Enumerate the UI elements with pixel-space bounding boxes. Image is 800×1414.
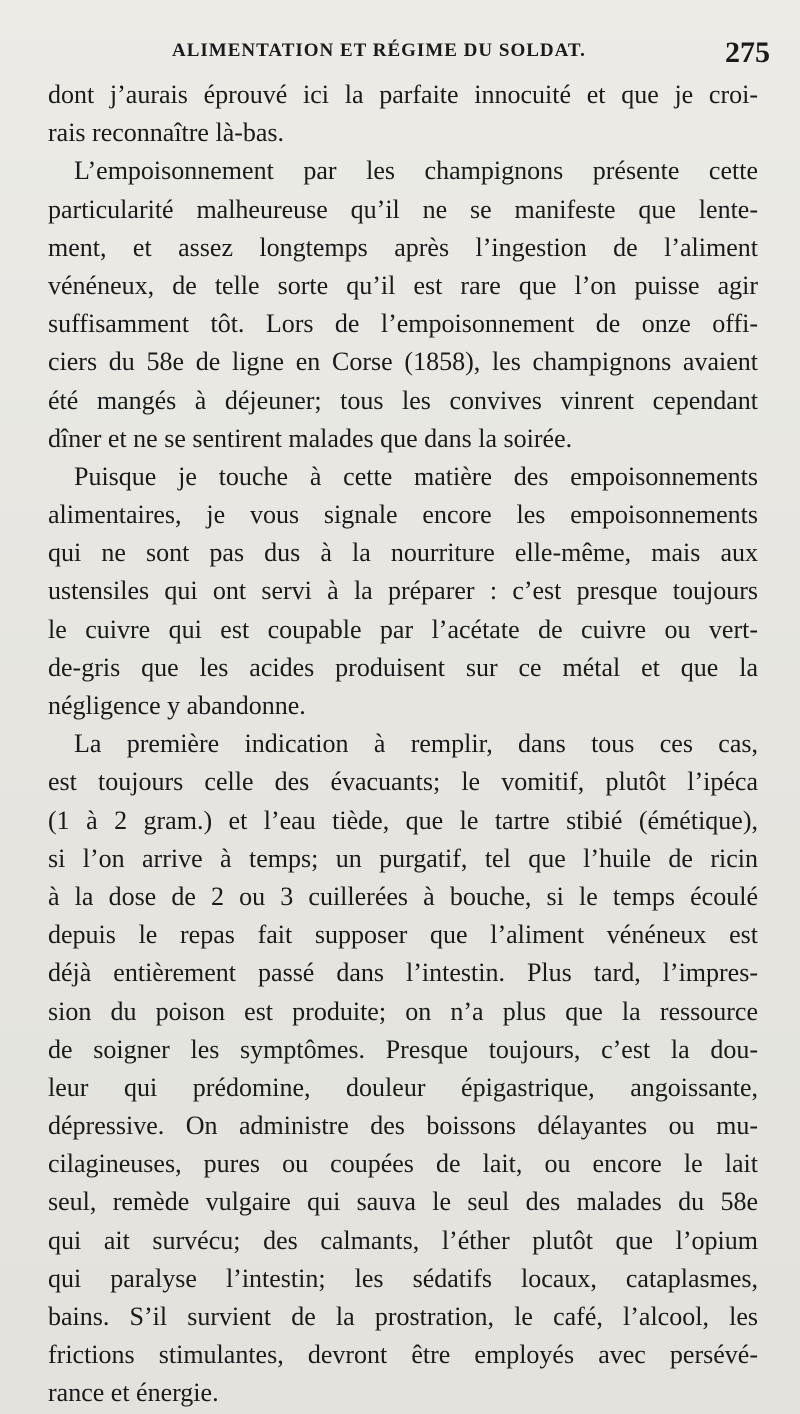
text-line: été mangés à déjeuner; tous les convives vinrent cependant <box>48 385 758 415</box>
paragraph-start-line: Puisque je touche à cette matière des empoisonnements <box>74 461 758 491</box>
text-line: alimentaires, je vous signale encore les empoisonnements <box>48 500 758 530</box>
body-text <box>48 76 758 1413</box>
text-line: cilagineuses, pures ou coupées de lait, ou encore le lait <box>48 1149 758 1179</box>
text-line: rais reconnaître là-bas. <box>48 118 285 148</box>
text-line: à la dose de 2 ou 3 cuillerées à bouche, si le temps écoulé <box>48 881 758 911</box>
text-line: qui ait survécu; des calmants, l’éther plutôt que l’opium <box>48 1225 758 1255</box>
text-line: particularité malheureuse qu’il ne se manifeste que lente- <box>48 194 758 224</box>
paragraph-start-line: La première indication à remplir, dans tous ces cas, <box>74 729 758 759</box>
text-line: leur qui prédomine, douleur épigastrique, angoissante, <box>48 1072 758 1102</box>
text-line: ustensiles qui ont servi à la préparer : c’est presque toujours <box>48 576 758 606</box>
text-line: est toujours celle des évacuants; le vomitif, plutôt l’ipéca <box>48 767 758 797</box>
text-line: frictions stimulantes, devront être employés avec persévé- <box>48 1340 758 1370</box>
text-line: de-gris que les acides produisent sur ce métal et que la <box>48 652 758 682</box>
text-line: (1 à 2 gram.) et l’eau tiède, que le tartre stibié (émétique), <box>48 805 758 835</box>
text-line: vénéneux, de telle sorte qu’il est rare que l’on puisse agir <box>48 270 758 300</box>
text-line: sion du poison est produite; on n’a plus que la ressource <box>48 996 758 1026</box>
text-line: déjà entièrement passé dans l’intestin. Plus tard, l’impres- <box>48 958 758 988</box>
running-head <box>40 36 770 70</box>
text-line: qui ne sont pas dus à la nourriture elle-même, mais aux <box>48 538 758 568</box>
text-line: seul, remède vulgaire qui sauva le seul des malades du 58e <box>48 1187 758 1217</box>
text-line: de soigner les symptômes. Presque toujours, c’est la dou- <box>48 1034 758 1064</box>
text-line: ciers du 58e de ligne en Corse (1858), les champignons avaient <box>48 347 758 377</box>
text-line: depuis le repas fait supposer que l’aliment vénéneux est <box>48 920 758 950</box>
text-line: ment, et assez longtemps après l’ingestion de l’aliment <box>48 232 758 262</box>
running-title: ALIMENTATION ET RÉGIME DU SOLDAT. <box>172 40 586 61</box>
text-line: si l’on arrive à temps; un purgatif, tel que l’huile de ricin <box>48 843 758 873</box>
text-line: dépressive. On administre des boissons délayantes ou mu- <box>48 1111 758 1141</box>
text-line: dont j’aurais éprouvé ici la parfaite innocuité et que je croi- <box>48 80 758 109</box>
text-line: qui paralyse l’intestin; les sédatifs locaux, cataplasmes, <box>48 1263 758 1293</box>
text-line: le cuivre qui est coupable par l’acétate de cuivre ou vert- <box>48 614 758 644</box>
text-line: dîner et ne se sentirent malades que dans la soirée. <box>48 423 573 453</box>
text-line: négligence y abandonne. <box>48 691 306 720</box>
text-line: rance et énergie. <box>48 1378 219 1408</box>
text-line: bains. S’il survient de la prostration, le café, l’alcool, les <box>48 1302 758 1331</box>
page-number: 275 <box>725 36 770 69</box>
paragraph-start-line: L’empoisonnement par les champignons présente cette <box>74 156 758 186</box>
text-line: suffisamment tôt. Lors de l’empoisonnement de onze offi- <box>48 309 758 339</box>
